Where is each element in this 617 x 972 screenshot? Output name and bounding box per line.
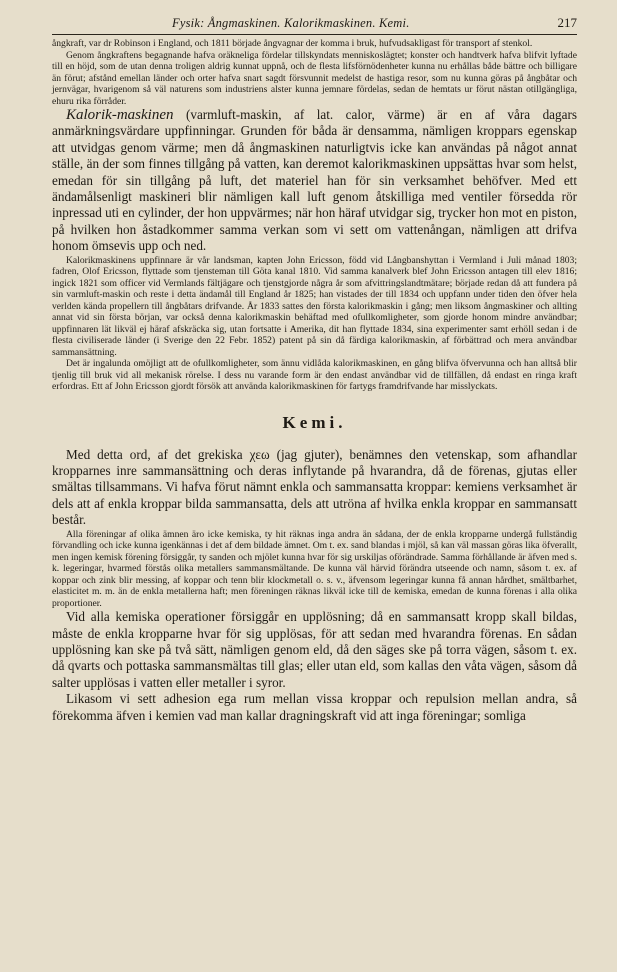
kalorik-history-paragraph: Kalorikmaskinens uppfinnare är vår landsman, kapten John Ericsson, född vid Långbanshyttan i Vermland i Juli månad 1803; fadren, Olof Ericsson, flyttade som tjensteman till Göta kanal 1810. Vid samma kanalverk blef John Ericsson antagen till elev 1816; ingick 1821 som officer vid Vermlands fältjägare och tjenstgjorde några år som afvittringslandtmätare; började redan då att fundera på sin varmluft-maskin och reste i detta ändamål till England år 1825; han vistades der till 1834 och uppfann under tiden den öfver hela verlden kända propellern till ångbåtars drifvande. År 1833 sattes den första kalorikmaskin i gång; men liksom ångmaskiner och allting annat vid sin första början, var också denna kalorikmaskin behäftad med ofullkomligheter, som gjorde honom mindre användbar; uppfinnaren lät likväl ej häraf afskräcka sig, utan fortsatte i Amerika, dit han flyttade 1834, sina experimenter samt erhöll sedan i de flesta civiliserade länder (i Sverige den 22 Febr. 1852) patent på sin då färdiga kalorikmaskin, af förbättrad och mera användbar sammansättning. — [52, 254, 577, 358]
kalorik-intro-paragraph — [52, 107, 577, 255]
kemi-paragraph-2: Alla föreningar af olika ämnen äro icke kemiska, ty hit räknas inga andra än sådana, der de enkla kropparne undergå fullständig förvandling och icke kunna igenkännas i det af dem bildade ämnet. Om t. ex. sand blandas i mjöl, så kan väl massan göras lika öfverallt, men ingen kemisk förening försiggår, ty sanden och mjölet kunna hvar för sig urskiljas oförändrade. Samma förhållande är äfven med s. k. legeringar, hvarmed förstås olika metallers sammansmältande. De kunna väl härvid förändra utseende och namn, såsom t. ex. af koppar och zink blir messing, af koppar och tenn blir klockmetall o. s. v., äfvensom legeringar kunna få annan hårdhet, smältbarhet, elasticitet m. m. än de enkla metallerna haft; men föreningen räknas likväl icke till de kemiska, emedan de kunna förenas i alla olika proportioner. — [52, 528, 577, 609]
kalorik-lead-term: Kalorik-maskinen — [66, 107, 174, 123]
steam-paragraph-2: Genom ångkraftens begagnande hafva oräkneliga fördelar tillskyndats menniskoslägtet; konster och handtverk hafva blifvit lyftade till en höjd, som de utan denna troligen aldrig kunnat uppnå, och de flesta lifsförnödenheter kunna nu erhållas både bättre och billigare än förut; afstånd emellan länder och orter hafva snart sagdt försvunnit medelst de hastiga resor, som nu kunna göras på ångbåtar och jernvägar, hvarigenom så väl naturens som industriens alster kunna jemnare fördelas, sedan de hemtats ur förut nästan otillgängliga, ehuru rika förråder. — [52, 49, 577, 107]
kemi-paragraph-1: Med detta ord, af det grekiska χεω (jag gjuter), benämnes den vetenskap, som afhandlar kropparnes inre sammansättning och deras inflytande på hvarandra, då de förenas, gjutas eller smältas tillsammans. Vi hafva förut nämnt enkla och sammansatta kroppar: kemiens verksamhet är dels att af enkla kroppar bilda sammansatta, dels att utröna af hvilka enkla kroppar en sammansatt består. — [52, 446, 577, 528]
kalorik-intro-text: (varmluft-maskin, af lat. calor, värme) är en af våra dagars anmärkningsvärdare uppfinningar. Grunden för båda är densamma, nämligen kroppars egenskap att utvidgas genom värme; men då ångmaskinen naturligtvis icke kan användas på något annat ställe, än der som finnes tillgång på vatten, kan deremot kalorikmaskinen uppsättas hvar som helst, emedan för sin tillgång på luft, det materiel han för sin verksamhet behöfver. Med ett ändamålsenligt maskineri blir nämligen kall luft genom åtskilliga med ventiler försedda rör inpressad uti en cylinder, der hon uppvärmes; när hon häraf utvidgar sig, trycker hon mot en piston, på hvilken hon åstadkommer samma verkan som vi sett om vattenångan, nämligen att drifva honom ömsevis upp och ned. — [52, 107, 578, 254]
running-head — [52, 14, 577, 34]
page-number: 217 — [557, 15, 577, 30]
kemi-paragraph-4: Likasom vi sett adhesion ega rum mellan vissa kroppar och repulsion mellan andra, så förekomma äfven i kemien vad man kallar dragningskraft vid att inga föreningar; somliga — [52, 691, 577, 723]
running-title: Fysik: Ångmaskinen. Kalorikmaskinen. Kemi. — [172, 16, 410, 30]
header-rule — [52, 34, 577, 35]
steam-paragraph-1: ångkraft, var dr Robinson i England, och 1811 började ångvagnar der komma i bruk, hufvudsakligast för transport af stenkol. — [52, 38, 533, 49]
kalorik-closing-paragraph: Det är ingalunda omöjligt att de ofullkomligheter, som ännu vidlåda kalorikmaskinen, en gång blifva öfvervunna och han alltså blir tjenlig till bruk vid all mekanisk rörelse. I dess nu varande form är den endast användbar vid de tillfällen, då endast en ringa kraft erfordras. Ett af John Ericsson gjordt försök att använda kalorikmaskinen för fartygs framdrifvande har misslyckats. — [52, 358, 577, 393]
kemi-paragraph-3: Vid alla kemiska operationer försiggår en upplösning; då en sammansatt kropp skall bildas, måste de enkla kropparne hvar för sig upplösas, för att sedan med hvarandra förenas. En sådan upplösning kan ske på två sätt, nämligen genom eld, då den säges ske på torra vägen, såsom t. ex. då qvarts och pottaska sammansmältas till glas; eller utan eld, som kallas den våta vägen, såsom då salter upplösas i vatten eller metaller i syror. — [52, 609, 577, 690]
kemi-heading: Kemi. — [282, 412, 347, 432]
